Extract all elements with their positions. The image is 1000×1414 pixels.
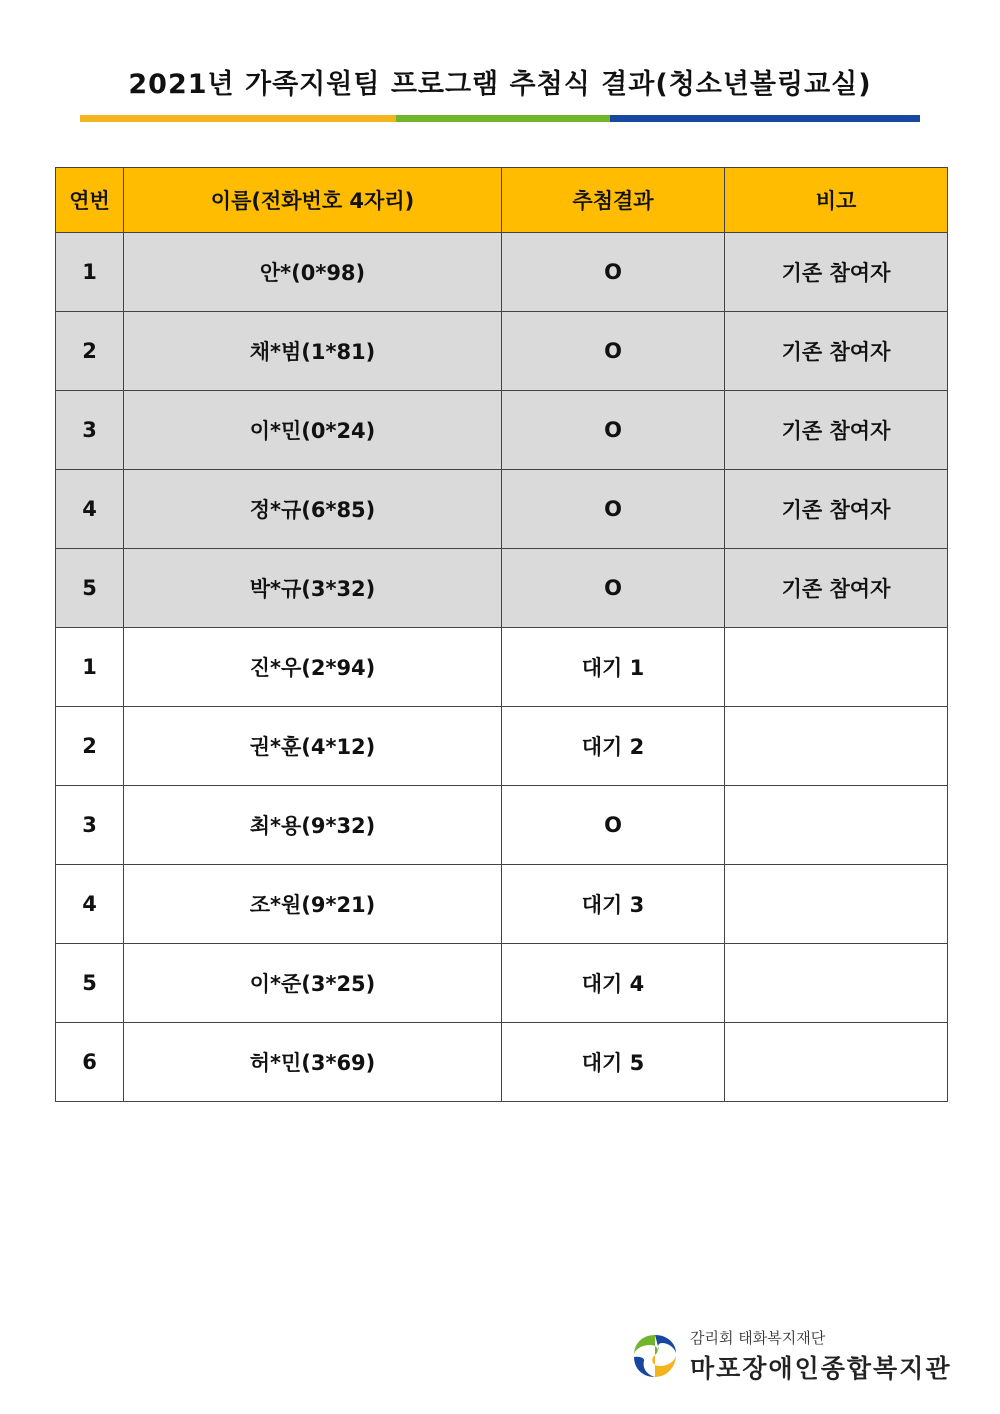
cell-result: O (502, 391, 725, 470)
table-header-row (56, 168, 948, 233)
center-name: 마포장애인종합복지관 (690, 1354, 952, 1383)
cell-result: 대기 1 (502, 628, 725, 707)
cell-note (725, 707, 948, 786)
cell-note: 기존 참여자 (725, 549, 948, 628)
cell-number: 1 (56, 628, 124, 707)
cell-result: 대기 4 (502, 944, 725, 1023)
table-row (56, 233, 948, 312)
lottery-result-table (55, 167, 948, 1102)
cell-note (725, 1023, 948, 1102)
cell-note: 기존 참여자 (725, 470, 948, 549)
cell-name: 최*용(9*32) (124, 786, 502, 865)
cell-number: 4 (56, 470, 124, 549)
table-row (56, 470, 948, 549)
cell-number: 1 (56, 233, 124, 312)
cell-name: 이*준(3*25) (124, 944, 502, 1023)
cell-result: O (502, 470, 725, 549)
table-row (56, 628, 948, 707)
cell-name: 이*민(0*24) (124, 391, 502, 470)
table-row (56, 1023, 948, 1102)
cell-number: 2 (56, 312, 124, 391)
cell-result: 대기 2 (502, 707, 725, 786)
page-title: 2021년 가족지원팀 프로그램 추첨식 결과(청소년볼링교실) (128, 69, 872, 100)
cell-result: O (502, 549, 725, 628)
cell-name: 허*민(3*69) (124, 1023, 502, 1102)
cell-result: 대기 5 (502, 1023, 725, 1102)
table-row (56, 312, 948, 391)
cell-note: 기존 참여자 (725, 312, 948, 391)
cell-name: 안*(0*98) (124, 233, 502, 312)
cell-number: 3 (56, 391, 124, 470)
cell-number: 5 (56, 944, 124, 1023)
cell-name: 진*우(2*94) (124, 628, 502, 707)
cell-result: O (502, 312, 725, 391)
cell-name: 권*훈(4*12) (124, 707, 502, 786)
cell-result: O (502, 786, 725, 865)
cell-note (725, 786, 948, 865)
cell-note (725, 865, 948, 944)
cell-name: 박*규(3*32) (124, 549, 502, 628)
table-row (56, 391, 948, 470)
divider-green-segment (396, 115, 610, 122)
table-row (56, 865, 948, 944)
cell-number: 5 (56, 549, 124, 628)
cell-name: 채*범(1*81) (124, 312, 502, 391)
divider-blue-segment (610, 115, 920, 122)
cell-number: 3 (56, 786, 124, 865)
header-result: 추첨결과 (502, 168, 725, 233)
header-note: 비고 (725, 168, 948, 233)
cell-note: 기존 참여자 (725, 391, 948, 470)
cell-note: 기존 참여자 (725, 233, 948, 312)
mapo-welfare-center-logo-icon (630, 1331, 680, 1381)
cell-number: 6 (56, 1023, 124, 1102)
table-row (56, 944, 948, 1023)
header-name-phone: 이름(전화번호 4자리) (124, 168, 502, 233)
divider-yellow-segment (80, 115, 396, 122)
cell-number: 4 (56, 865, 124, 944)
cell-result: 대기 3 (502, 865, 725, 944)
organization-footer (630, 1325, 960, 1385)
cell-result: O (502, 233, 725, 312)
table-row (56, 786, 948, 865)
title-divider (80, 115, 920, 122)
foundation-name: 감리회 태화복지재단 (690, 1329, 826, 1347)
header-number: 연번 (56, 168, 124, 233)
table-row (56, 707, 948, 786)
cell-name: 정*규(6*85) (124, 470, 502, 549)
cell-note (725, 944, 948, 1023)
table-row (56, 549, 948, 628)
cell-number: 2 (56, 707, 124, 786)
cell-note (725, 628, 948, 707)
cell-name: 조*원(9*21) (124, 865, 502, 944)
